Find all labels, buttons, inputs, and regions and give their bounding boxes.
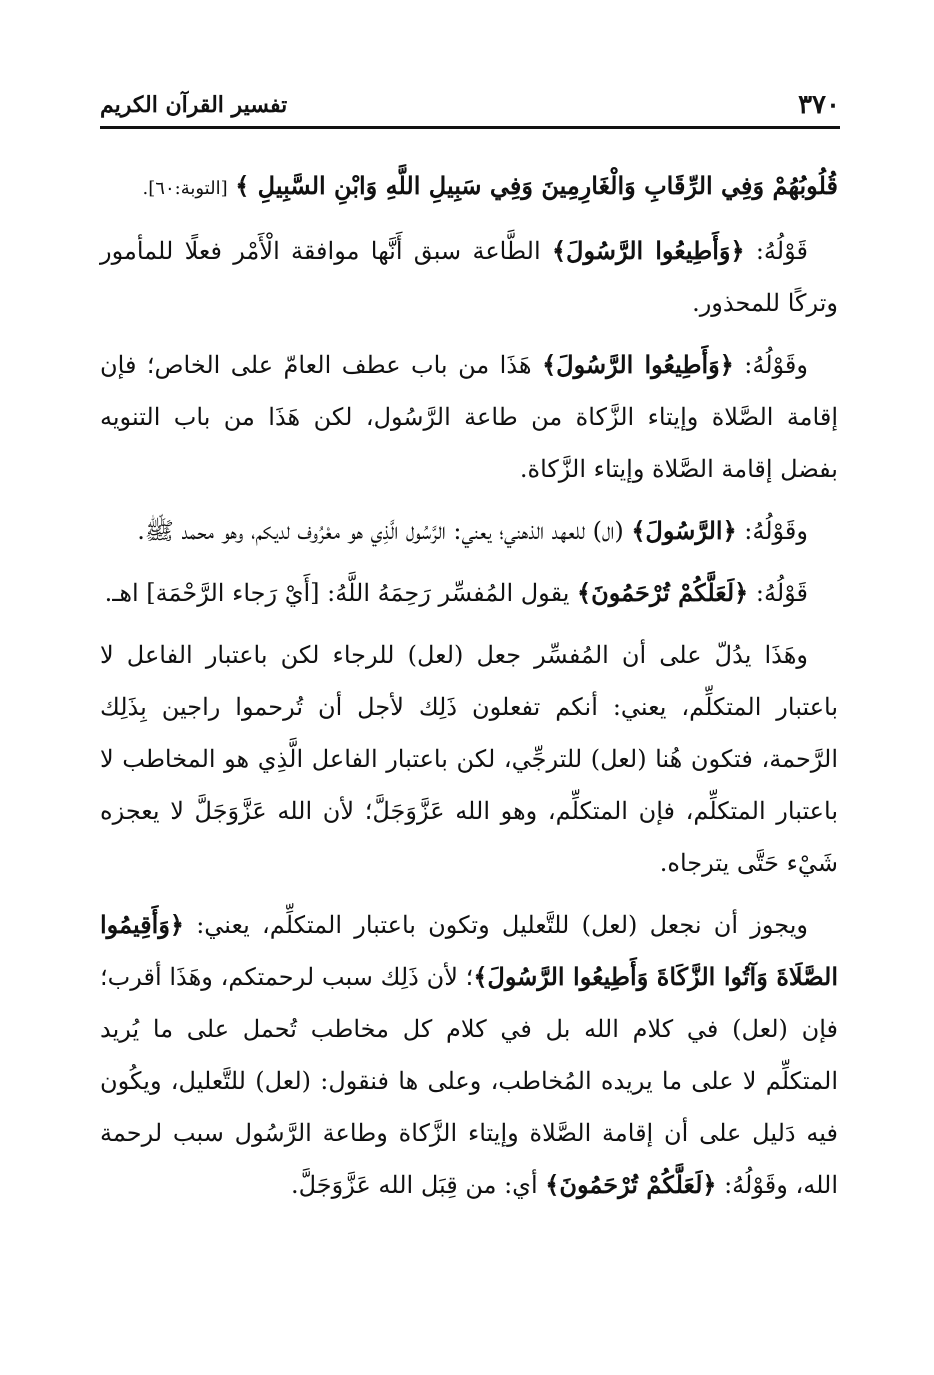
paragraph-text-continued: ؛ لأن ذَلِك سبب لرحمتكم، وهَذَا أقرب؛ فإن (لعل) في كلام الله بل في كلام كل مخاطب تُحمل على ما يُريد المتكلِّم لا على ما يريده المُخاطب، وعلى ها فنقول: (لعل) للتَّعليل، ويكُون فيه دَليل على أن إقامة الصَّلاة وإيتاء الزَّكاة وطاعة الرَّسُول سبب لرحمة الله، وقَوْلُهُ: (100, 963, 838, 1199)
paragraph-lead: وقَوْلُهُ: (736, 517, 808, 545)
verse-reference: [التوبة:٦٠]. (142, 178, 228, 199)
book-title: تفسير القرآن الكريم (100, 92, 288, 118)
paragraph-text-end: أي: من قِبَل الله عَزَّوَجَلَّ. (290, 1171, 546, 1199)
paragraph-hope-explanation (100, 629, 838, 889)
paragraph-mercy (100, 567, 838, 619)
paragraph-text: الطَّاعة سبق أَنَّها موافقة الْأَمْر فعلًا للمأمور وتركًا للمحذور. (100, 237, 838, 317)
quran-verse: ﴿وَأَطِيعُوا الرَّسُولَ﴾ (551, 236, 745, 265)
page-body (100, 160, 838, 1221)
paragraph-causation (100, 899, 838, 1211)
quran-verse-second: ﴿لَعَلَّكُمْ تُرْحَمُونَ﴾ (545, 1170, 717, 1199)
paragraph-text: (ال) للعهد الذهني؛ يعني: الرَّسُول الَّذِي هو معْرُوف لديكم، وهو محمد ﷺ. (137, 517, 632, 545)
paragraph-text: يقول المُفسِّر رَحِمَهُ اللَّهُ: [أَيْ رَجاء الرَّحْمَة] اهـ. (104, 579, 578, 607)
paragraph-lead: وقَوْلُهُ: (733, 351, 808, 379)
paragraph-verse-continuation (100, 160, 838, 215)
paragraph-text: ويجوز أن نجعل (لعل) للتَّعليل وتكون باعتبار المتكلِّم، يعني: (183, 911, 808, 939)
paragraph-messenger (100, 505, 838, 557)
quran-verse: ﴿لَعَلَّكُمْ تُرْحَمُونَ﴾ (577, 578, 749, 607)
paragraph-lead: قَوْلُهُ: (744, 237, 808, 265)
paragraph-lead: قَوْلُهُ: (748, 579, 808, 607)
page-header (100, 84, 840, 129)
quran-verse: ﴿وَأَطِيعُوا الرَّسُولَ﴾ (542, 350, 734, 379)
quran-verse: ﴿وَأَقِيمُوا الصَّلَاةَ وَآتُوا الزَّكَاةَ وَأَطِيعُوا الرَّسُولَ﴾ (100, 910, 838, 991)
paragraph-obedience (100, 225, 838, 329)
quran-verse: ﴿الرَّسُولَ﴾ (631, 516, 737, 545)
page-number: ٣٧٠ (798, 90, 840, 120)
quran-verse: قُلُوبُهُمْ وَفِي الرِّقَابِ وَالْغَارِمِينَ وَفِي سَبِيلِ اللَّهِ وَابْنِ السَّبِيلِ ﴾ (235, 171, 838, 200)
paragraph-general-specific (100, 339, 838, 495)
paragraph-text: وهَذَا يدُلّ على أن المُفسِّر جعل (لعل) للرجاء لكن باعتبار الفاعل لا باعتبار المتكلِّم، يعني: أنكم تفعلون ذَلِك لأجل أن تُرحموا راجين بِذَلِك الرَّحمة، فتكون هُنا (لعل) للترجِّي، لكن باعتبار الفاعل الَّذِي هو المخاطب لا باعتبار المتكلِّم، فإن المتكلِّم، وهو الله عَزَّوَجَلَّ؛ لأن الله عَزَّوَجَلَّ لا يعجزه شَيْء حَتَّى يترجاه. (100, 641, 838, 877)
paragraph-text: هَذَا من باب عطف العامّ على الخاص؛ فإن إقامة الصَّلاة وإيتاء الزَّكاة من طاعة الرَّسُول، لكن هَذَا من باب التنويه بفضل إقامة الصَّلاة وإيتاء الزَّكاة. (100, 351, 838, 483)
